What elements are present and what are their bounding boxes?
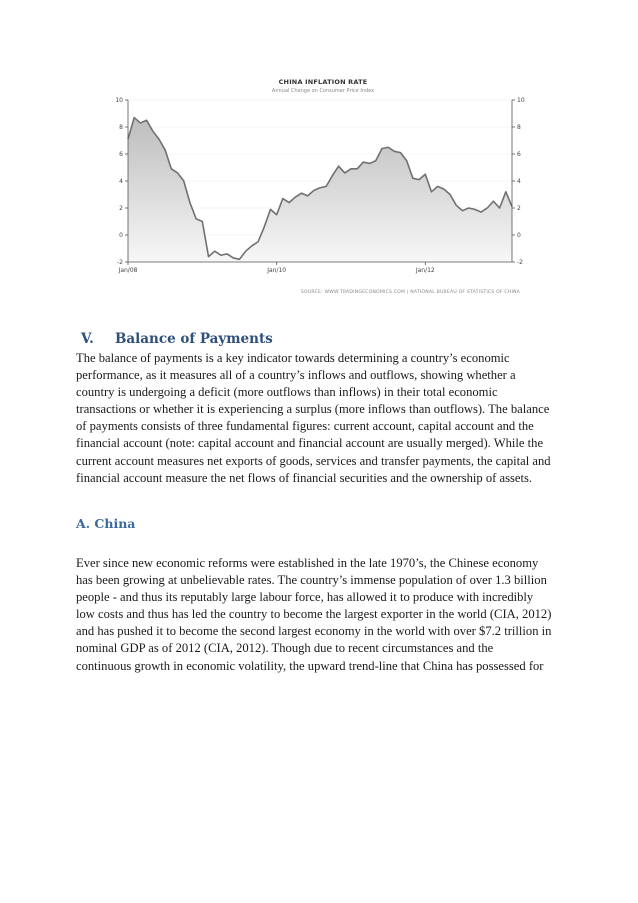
y-tick-label-left: 8 [119,124,123,131]
x-tick-label: Jan/12 [415,267,435,274]
y-tick-label-right: -2 [517,259,523,266]
chart-source: SOURCE: WWW.TRADINGECONOMICS.COM | NATIONAL BUREAU OF STATISTICS OF CHINA [300,290,520,295]
paragraph-line: performance, as it measures all of a country’s inflows and outflows, showing whether a [76,368,516,383]
x-tick-label: Jan/08 [118,267,138,274]
paragraph-line: current account measures net exports of goods, services and transfer payments, the capital and [76,453,551,468]
paragraph-line: people - and thus its reputably large labour force, has allowed it to produce with incredibly [76,590,534,605]
paragraph-line: nominal GDP as of 2012 (CIA, 2012). Though due to recent circumstances and the [76,641,494,656]
paragraph-line: continuous growth in economic volatility, the upward trend-line that China has possessed for [76,658,544,673]
y-tick-label-right: 10 [517,97,525,104]
china-paragraph [76,555,566,675]
section-heading [81,331,273,347]
chart-subtitle: Annual Change on Consumer Price Index [271,88,375,94]
y-tick-label-right: 4 [517,178,521,185]
paragraph-line: The balance of payments is a key indicator towards determining a country’s economic [76,351,510,365]
y-tick-label-left: -2 [117,259,123,266]
inflation-chart [108,72,538,300]
y-tick-label-right: 2 [517,205,521,212]
section-number: V. [81,331,94,347]
paragraph-line: of payments consists of three fundamental figures: current account, capital account and the [76,419,534,434]
paragraph-line: Ever since new economic reforms were established in the late 1970’s, the Chinese economy [76,556,539,570]
paragraph-line: low costs and thus has led the country to become the largest exporter in the world (CIA, 2012) [76,607,552,622]
chart-plot [108,72,538,300]
balance-of-payments-paragraph [76,350,566,487]
x-tick-label: Jan/10 [267,267,287,274]
subsection-heading: A. China [76,516,136,531]
paragraph-line: has been growing at unbelievable rates. The country’s immense population of over 1.3 billion [76,573,547,588]
y-tick-label-left: 2 [119,205,123,212]
paragraph-line: country is undergoing a deficit (more outflows than inflows) in their total economic [76,385,498,400]
section-title: Balance of Payments [115,331,273,347]
y-tick-label-left: 0 [119,232,123,239]
y-tick-label-right: 8 [517,124,521,131]
y-tick-label-left: 4 [119,178,123,185]
y-tick-label-right: 0 [517,232,521,239]
chart-title: CHINA INFLATION RATE [278,78,368,86]
y-tick-label-left: 6 [119,151,123,158]
paragraph-line: financial account measure the net flows of financial securities and the ownership of assets. [76,470,533,485]
y-tick-label-right: 6 [517,151,521,158]
y-tick-label-left: 10 [115,97,123,104]
paragraph-line: transactions or whether it is experiencing a surplus (more inflows than outflows). The balance [76,402,550,417]
paragraph-line: financial account (note: capital account and financial account are usually merged). While the [76,436,544,451]
paragraph-line: and has pushed it to become the second largest economy in the world with over $7.2 trillion in [76,624,552,639]
